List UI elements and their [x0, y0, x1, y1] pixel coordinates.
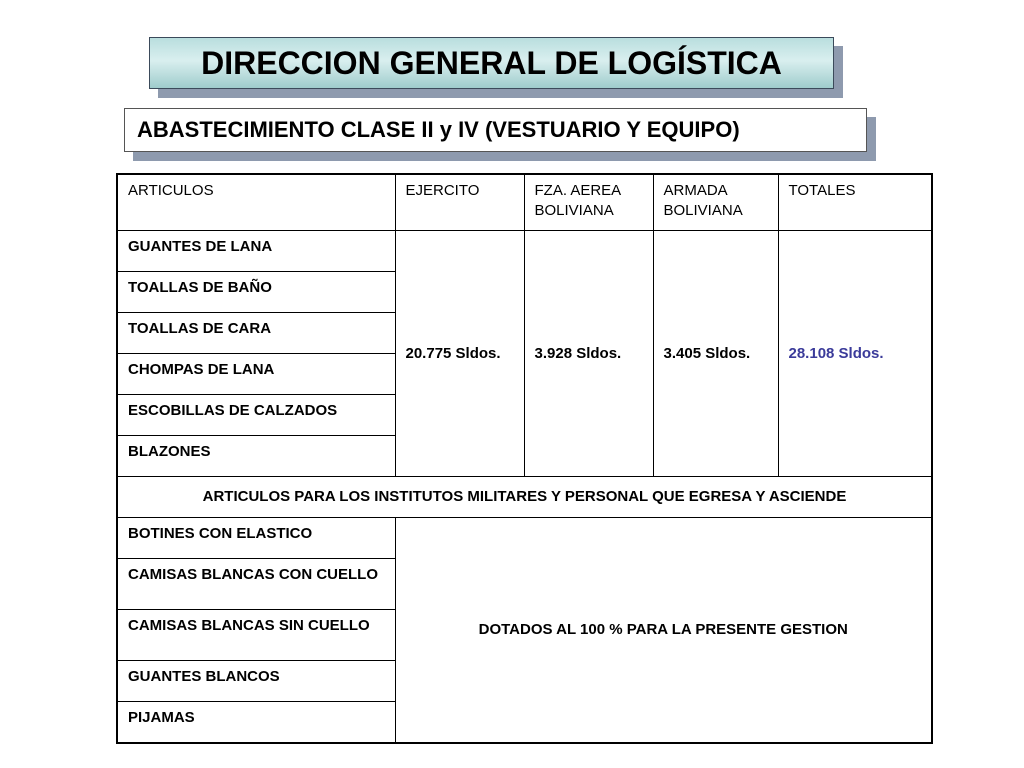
fuerza-aerea-value: 3.928 Sldos.: [524, 231, 653, 477]
col-header-fuerza-aerea: FZA. AEREA BOLIVIANA: [524, 174, 653, 231]
total-value: 28.108 Sldos.: [778, 231, 932, 477]
page-subtitle: ABASTECIMIENTO CLASE II y IV (VESTUARIO Y EQUIPO): [124, 108, 867, 152]
table-header-row: [117, 174, 932, 231]
table-row: [117, 231, 932, 272]
item-cell: TOALLAS DE CARA: [117, 313, 395, 354]
col-header-armada: ARMADA BOLIVIANA: [653, 174, 778, 231]
item-cell: BLAZONES: [117, 436, 395, 477]
item-cell: GUANTES BLANCOS: [117, 661, 395, 702]
armada-value: 3.405 Sldos.: [653, 231, 778, 477]
item-cell: PIJAMAS: [117, 702, 395, 744]
item-cell: TOALLAS DE BAÑO: [117, 272, 395, 313]
status-cell: DOTADOS AL 100 % PARA LA PRESENTE GESTION: [395, 518, 932, 744]
item-cell: ESCOBILLAS DE CALZADOS: [117, 395, 395, 436]
item-cell: CAMISAS BLANCAS SIN CUELLO: [117, 610, 395, 661]
page-title: DIRECCION GENERAL DE LOGÍSTICA: [149, 37, 834, 89]
item-cell: BOTINES CON ELASTICO: [117, 518, 395, 559]
section-header-row: [117, 477, 932, 518]
supply-table: [116, 173, 933, 744]
ejercito-value: 20.775 Sldos.: [395, 231, 524, 477]
col-header-ejercito: EJERCITO: [395, 174, 524, 231]
table-row: [117, 518, 932, 559]
item-cell: CHOMPAS DE LANA: [117, 354, 395, 395]
item-cell: CAMISAS BLANCAS CON CUELLO: [117, 559, 395, 610]
section-header: ARTICULOS PARA LOS INSTITUTOS MILITARES Y PERSONAL QUE EGRESA Y ASCIENDE: [117, 477, 932, 518]
col-header-articulos: ARTICULOS: [117, 174, 395, 231]
item-cell: GUANTES DE LANA: [117, 231, 395, 272]
col-header-totales: TOTALES: [778, 174, 932, 231]
